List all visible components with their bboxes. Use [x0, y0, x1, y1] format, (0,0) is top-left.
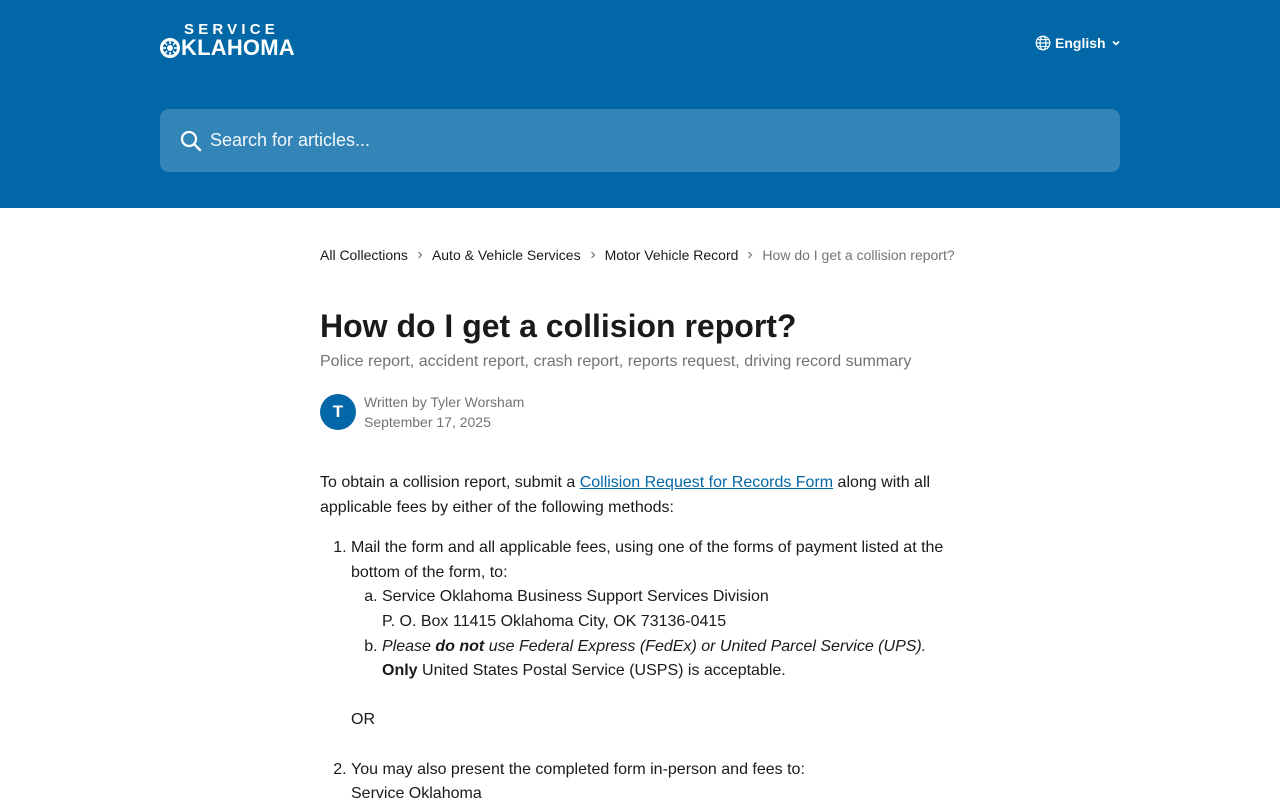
list-item: 2. You may also present the completed form in-person and fees to: Service Oklahoma	[351, 758, 960, 807]
service-oklahoma-logo[interactable]	[160, 22, 306, 60]
logo-bottom-text	[160, 36, 295, 60]
breadcrumb-auto-vehicle-services[interactable]: Auto & Vehicle Services	[431, 247, 581, 263]
collision-request-form-link[interactable]: Collision Request for Records Form	[579, 474, 834, 491]
chevron-right-icon	[746, 251, 754, 259]
chevron-right-icon	[416, 251, 424, 259]
language-selector[interactable]	[1035, 34, 1121, 52]
article-subtitle: Police report, accident report, crash report, reports request, driving record summary	[320, 353, 912, 370]
search-input[interactable]	[210, 121, 1090, 161]
article-body	[320, 471, 960, 807]
language-label: English	[1055, 35, 1106, 51]
logo-sun-icon	[160, 38, 180, 58]
site-header	[0, 0, 1280, 208]
author-meta	[364, 392, 524, 432]
globe-icon	[1035, 35, 1051, 51]
author-info	[320, 394, 524, 430]
breadcrumb	[320, 246, 955, 264]
or-separator: OR	[351, 711, 375, 729]
author-name: Written by Tyler Worsham	[364, 394, 525, 410]
search-icon	[180, 130, 202, 152]
list-item: b. Please do not use Federal Express (FedEx) or United Parcel Service (UPS). Only United States Postal Service (USPS) is acceptable.	[382, 635, 960, 684]
article-title: How do I get a collision report?	[320, 308, 797, 344]
logo-wordmark: KLAHOMA	[181, 35, 295, 60]
search-bar[interactable]	[160, 109, 1120, 172]
list-item: 1. Mail the form and all applicable fees, using one of the forms of payment listed at the bottom of the form, to: a. Service Oklahoma Business Support Services Division P. O. Box 11415 Oklahoma City, OK 73136-0415 b. Please do not use Federal Express (FedEx) or United Parcel Service (UPS). Only United States Postal Service (USPS) is acceptable. OR	[351, 536, 960, 733]
article-intro: To obtain a collision report, submit a Collision Request for Records Form along with all applicable fees by either of the following methods:	[320, 474, 931, 516]
chevron-right-icon	[589, 251, 597, 259]
breadcrumb-all-collections[interactable]: All Collections	[320, 247, 408, 263]
breadcrumb-current: How do I get a collision report?	[762, 247, 955, 263]
breadcrumb-motor-vehicle-record[interactable]: Motor Vehicle Record	[604, 247, 739, 263]
sub-list	[351, 585, 960, 683]
list-item: a. Service Oklahoma Business Support Services Division P. O. Box 11415 Oklahoma City, OK 73136-0415	[382, 585, 960, 634]
chevron-down-icon	[1111, 38, 1121, 48]
avatar: T	[320, 394, 356, 430]
methods-list	[320, 536, 960, 807]
logo-top-text: SERVICE	[184, 21, 279, 38]
article-date: September 17, 2025	[364, 414, 491, 430]
